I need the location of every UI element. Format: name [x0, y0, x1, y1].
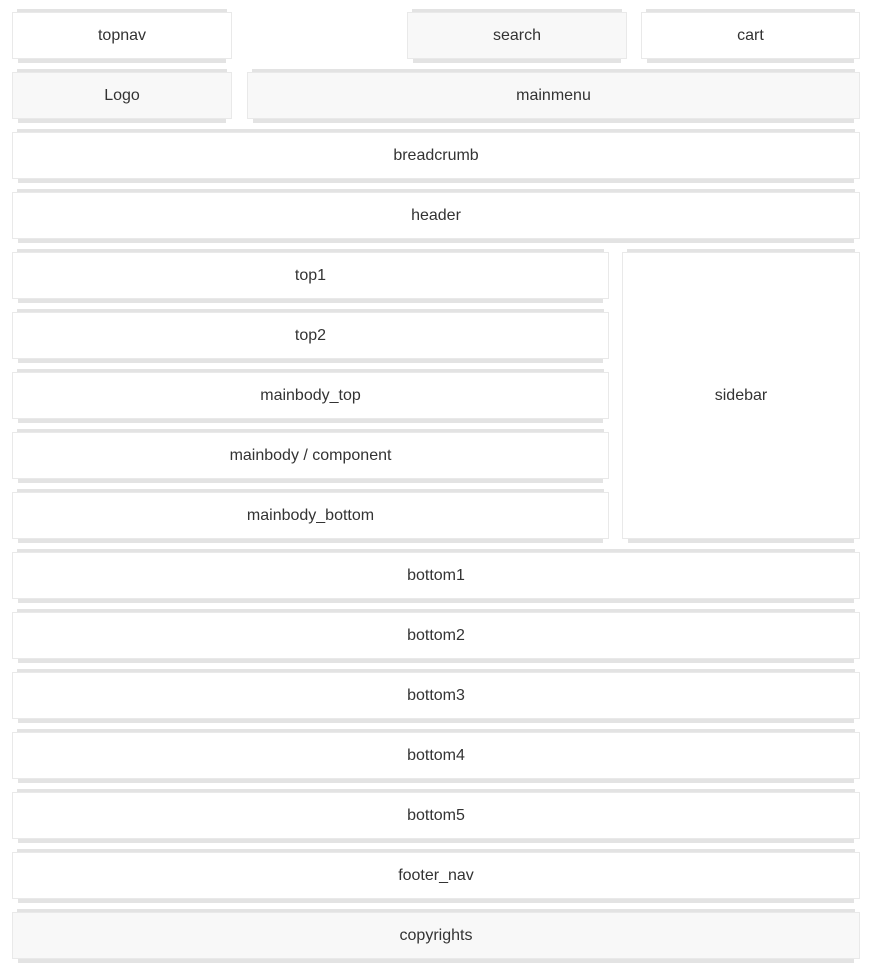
main-left-column: [12, 252, 609, 539]
position-copyrights: [12, 912, 860, 959]
position-sidebar-label: sidebar: [714, 386, 768, 404]
position-mainbody-bottom: [12, 492, 609, 539]
position-breadcrumb-label: breadcrumb: [393, 146, 479, 164]
position-top1: [12, 252, 609, 299]
position-mainbody-top: [12, 372, 609, 419]
position-top2: [12, 312, 609, 359]
row-branding: [12, 72, 860, 119]
position-header-label: header: [411, 206, 461, 224]
position-mainbody-top-label: mainbody_top: [260, 386, 361, 404]
position-bottom2-label: bottom2: [407, 626, 465, 644]
position-bottom4-label: bottom4: [407, 746, 465, 764]
position-bottom3-label: bottom3: [407, 686, 465, 704]
position-search-label: search: [492, 26, 542, 44]
position-footer-nav: [12, 852, 860, 899]
position-bottom3: [12, 672, 860, 719]
position-bottom4: [12, 732, 860, 779]
position-topnav-label: topnav: [97, 26, 147, 44]
position-cart-label: cart: [737, 26, 764, 44]
position-mainbody-bottom-label: mainbody_bottom: [246, 506, 375, 524]
row-main: [12, 252, 860, 539]
position-bottom1-label: bottom1: [407, 566, 465, 584]
position-mainmenu: [247, 72, 860, 119]
position-mainbody-component: [12, 432, 609, 479]
position-topnav: [12, 12, 232, 59]
position-logo-label: Logo: [104, 86, 140, 104]
position-bottom1: [12, 552, 860, 599]
position-bottom2: [12, 612, 860, 659]
position-mainmenu-label: mainmenu: [516, 86, 591, 104]
position-bottom5-label: bottom5: [407, 806, 465, 824]
position-cart: [641, 12, 860, 59]
position-logo: [12, 72, 232, 119]
position-mainbody-component-label: mainbody / component: [229, 446, 392, 464]
position-copyrights-label: copyrights: [399, 926, 473, 944]
position-sidebar: [622, 252, 860, 539]
position-header: [12, 192, 860, 239]
position-search: [407, 12, 627, 59]
row-utility: [12, 12, 860, 59]
position-top2-label: top2: [294, 326, 327, 344]
position-bottom5: [12, 792, 860, 839]
position-top1-label: top1: [294, 266, 327, 284]
utility-spacer: [246, 12, 393, 59]
content-column: [12, 12, 860, 959]
position-breadcrumb: [12, 132, 860, 179]
position-footer-nav-label: footer_nav: [398, 866, 474, 884]
